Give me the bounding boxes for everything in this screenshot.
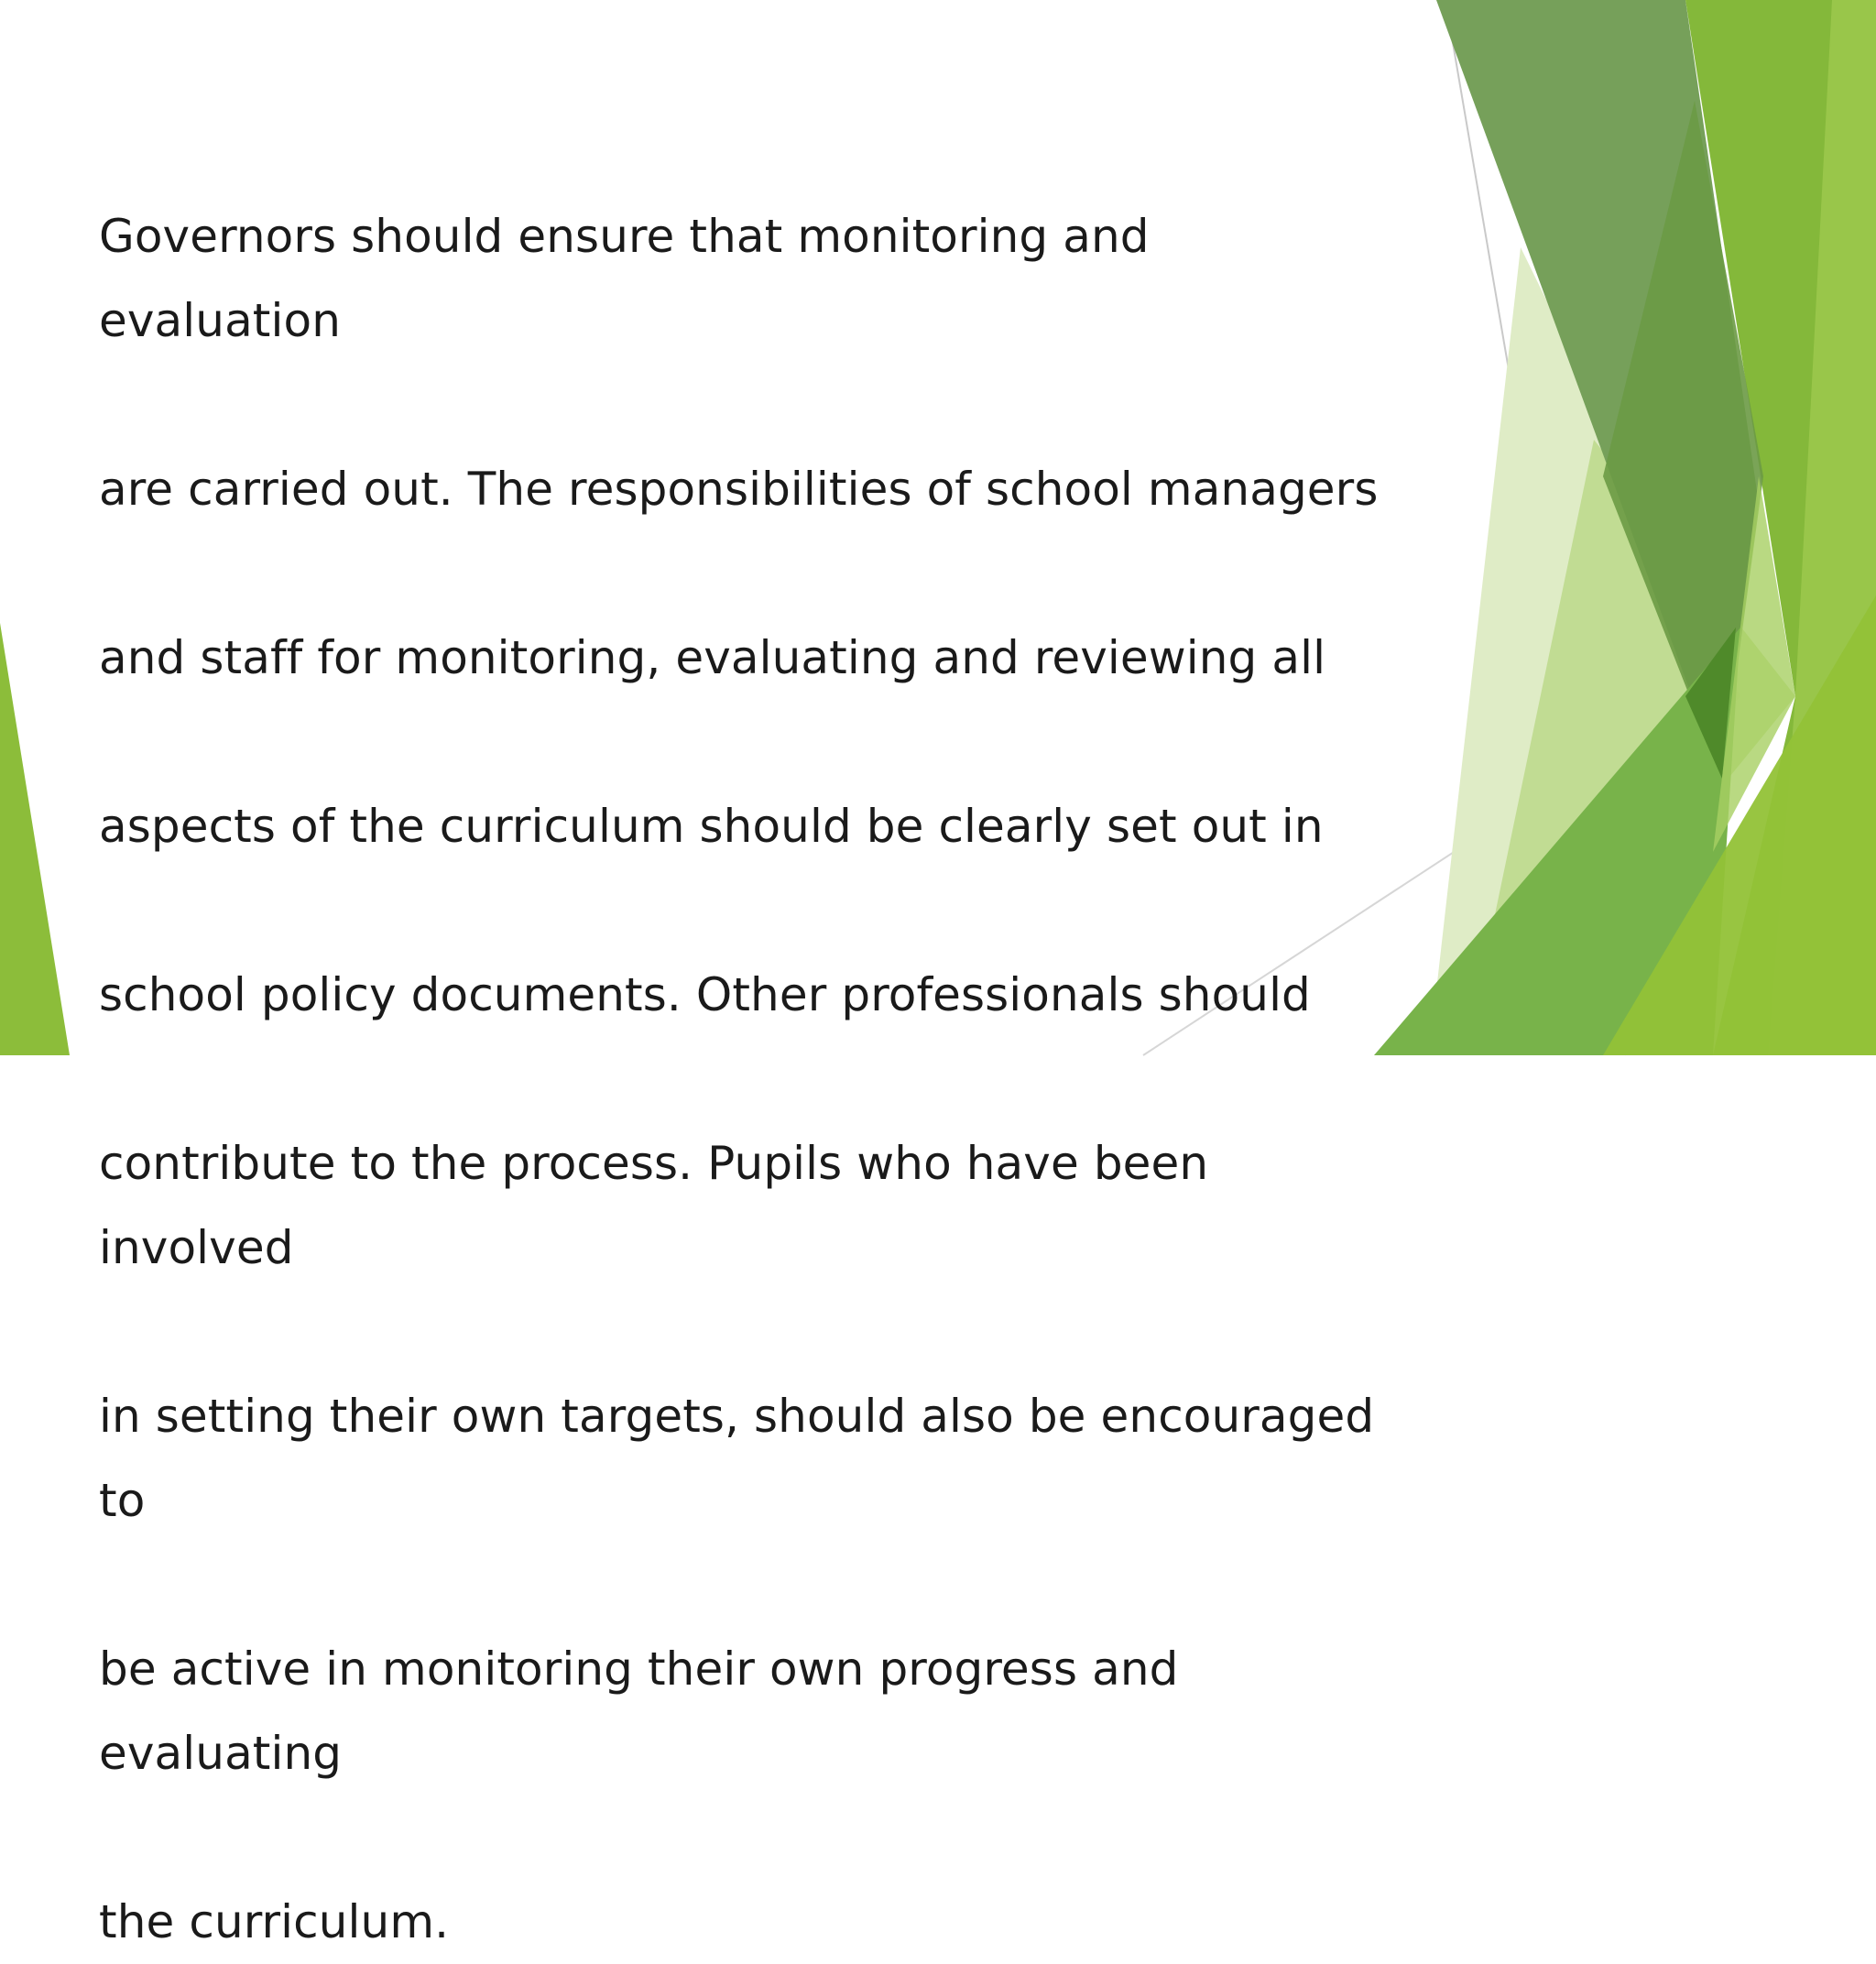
left-green-sliver bbox=[0, 623, 70, 1055]
body-line: school policy documents. Other professionals should bbox=[99, 968, 1311, 1021]
body-line: are carried out. The responsibilities of school managers bbox=[99, 463, 1379, 516]
body-line: aspects of the curriculum should be clearly set out in bbox=[99, 800, 1324, 853]
body-line: in setting their own targets, should also be encouraged to bbox=[99, 1390, 1375, 1527]
body-line: Governors should ensure that monitoring and evaluation bbox=[99, 210, 1150, 347]
slide-body bbox=[99, 110, 1400, 1964]
body-line: be active in monitoring their own progress and evaluating bbox=[99, 1642, 1179, 1780]
body-line: and staff for monitoring, evaluating and reviewing all bbox=[99, 631, 1326, 684]
body-line: the curriculum. bbox=[99, 1895, 450, 1948]
body-line: contribute to the process. Pupils who have been involved bbox=[99, 1137, 1209, 1274]
body-paragraph bbox=[99, 110, 1400, 1964]
